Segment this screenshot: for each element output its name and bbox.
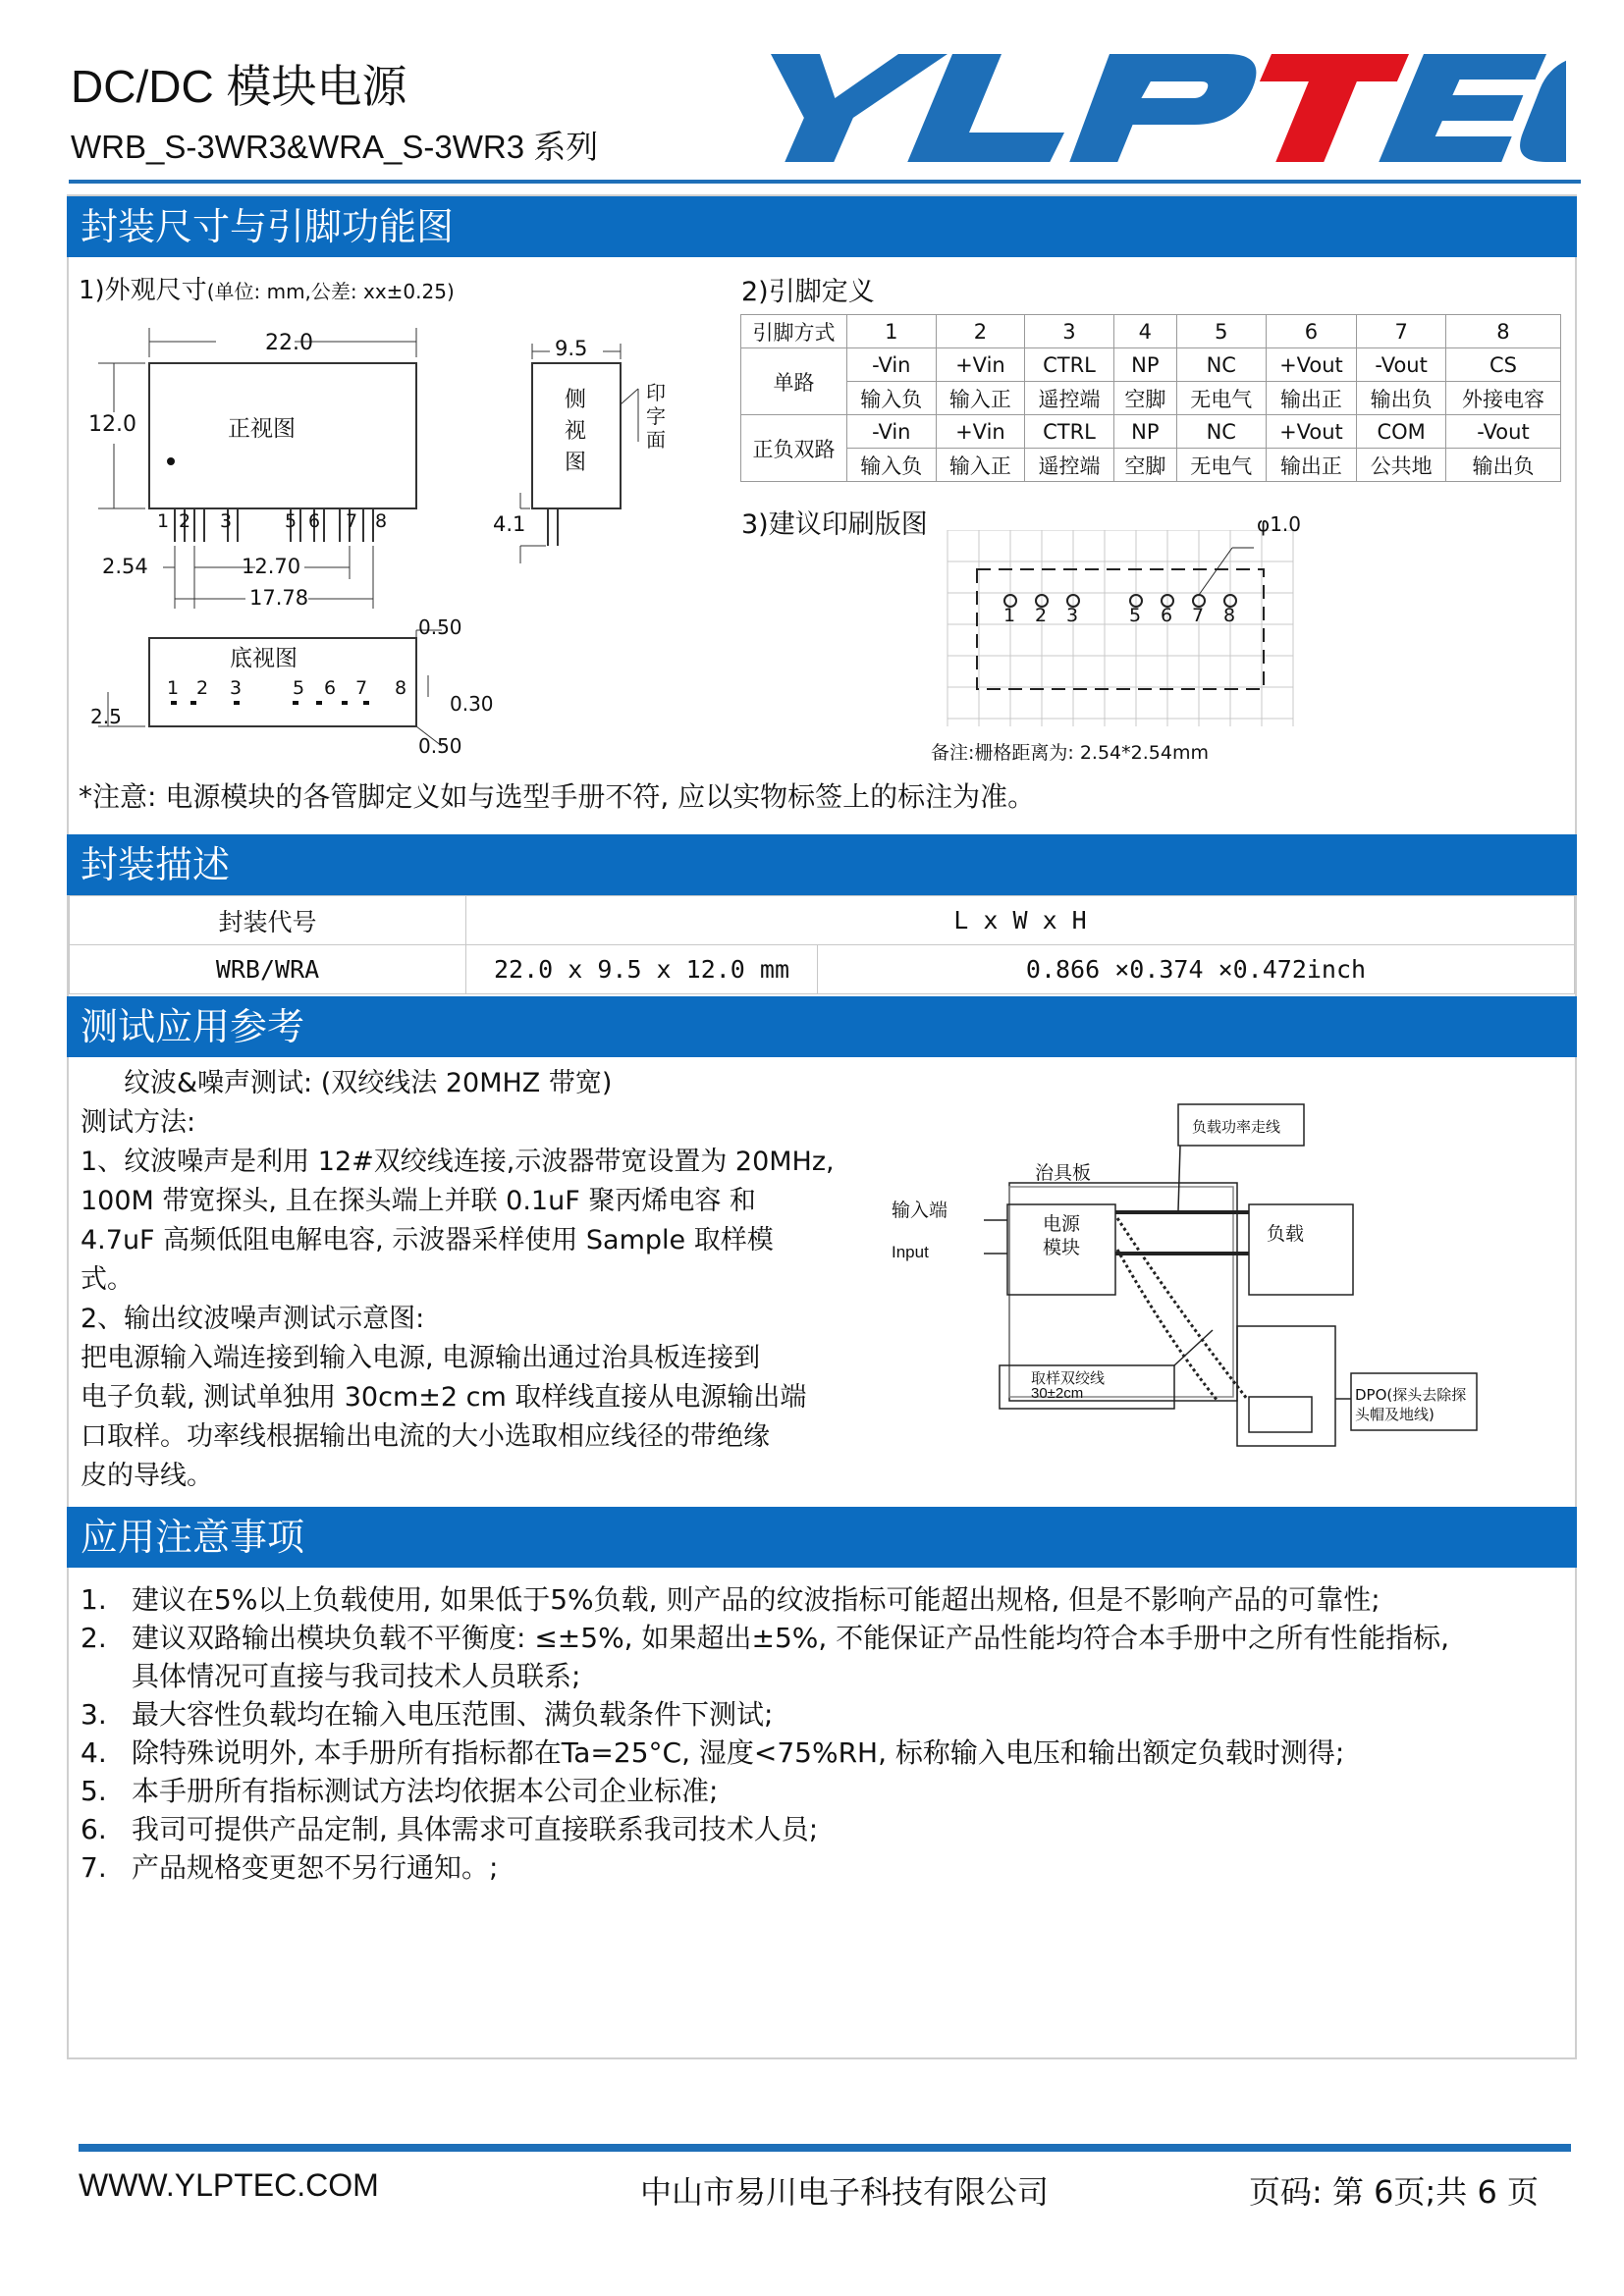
list-number: 6. <box>81 1813 107 1845</box>
table-cell: 单路 <box>741 348 847 415</box>
list-number: 4. <box>81 1736 107 1769</box>
pin-number: 3 <box>220 510 233 532</box>
footer-divider <box>79 2144 1571 2152</box>
list-text: 除特殊说明外, 本手册所有指标都在Ta=25°C, 湿度<75%RH, 标称输入电压和输出额定负载时测得; <box>132 1736 1345 1769</box>
dim-pin-width: 0.50 <box>418 615 462 639</box>
table-cell: 4 <box>1113 315 1176 348</box>
table-cell: 遥控端 <box>1025 449 1114 482</box>
bottom-pin-number: 5 <box>293 677 305 699</box>
list-text: 产品规格变更恕不另行通知。; <box>132 1851 499 1884</box>
pcb-pin-number: 6 <box>1161 605 1173 626</box>
table-cell: +Vin <box>936 348 1025 382</box>
pin-notice: *注意: 电源模块的各管脚定义如与选型手册不符, 应以实物标签上的标注为准。 <box>79 780 1036 813</box>
list-text: 本手册所有指标测试方法均依据本公司企业标准; <box>132 1775 719 1807</box>
pcb-hole-diameter: φ1.0 <box>1257 512 1301 536</box>
dimension-unit-note: (单位: mm,公差: xx±0.25) <box>206 280 455 303</box>
table-cell: 输出正 <box>1266 382 1357 415</box>
table-cell: CTRL <box>1025 348 1114 382</box>
subheading-dimensions <box>79 270 455 306</box>
module-label-line2: 模块 <box>1043 1237 1081 1258</box>
table-row <box>741 382 1561 415</box>
test-line: 皮的导线。 <box>81 1461 213 1491</box>
table-cell: 5 <box>1176 315 1266 348</box>
pcb-pin-number: 8 <box>1223 605 1236 626</box>
table-cell: 2 <box>936 315 1025 348</box>
pin-number: 8 <box>375 510 388 532</box>
list-number: 2. <box>81 1622 107 1654</box>
table-cell: 7 <box>1357 315 1446 348</box>
side-view-label <box>565 385 588 479</box>
table-cell: 输入正 <box>936 382 1025 415</box>
pin-number: 1 <box>157 510 170 532</box>
print-face-char: 字 <box>646 404 666 428</box>
dim-total-span: 17.78 <box>249 586 309 610</box>
power-line-label: 负载功率走线 <box>1192 1118 1281 1136</box>
table-cell: -Vout <box>1445 415 1560 449</box>
table-cell: 22.0 x 9.5 x 12.0 mm <box>466 945 818 994</box>
table-cell: 输入正 <box>936 449 1025 482</box>
list-number: 5. <box>81 1775 107 1807</box>
module-label-line1: 电源 <box>1043 1213 1081 1235</box>
pcb-pin-number: 5 <box>1129 605 1142 626</box>
subheading-pin-definition: 2)引脚定义 <box>741 277 875 307</box>
subheading-pcb-layout: 3)建议印刷版图 <box>741 509 928 540</box>
bottom-pin-number: 7 <box>355 677 368 699</box>
table-cell: 遥控端 <box>1025 382 1114 415</box>
pcb-pin-number: 1 <box>1003 605 1016 626</box>
table-row <box>741 348 1561 382</box>
test-line: 口取样。功率线根据输出电流的大小选取相应线径的带绝缘 <box>81 1421 770 1452</box>
bottom-pin-number: 6 <box>324 677 337 699</box>
dim-pin-span: 12.70 <box>242 555 301 578</box>
dim-pin-width-bottom: 0.50 <box>418 734 462 758</box>
side-view-char: 视 <box>565 419 587 444</box>
pcb-pin-number: 2 <box>1035 605 1048 626</box>
section-title-package-description: 封装描述 <box>67 834 1577 895</box>
table-cell: 空脚 <box>1113 449 1176 482</box>
footer-company: 中山市易川电子科技有限公司 <box>640 2173 1050 2211</box>
dpo-label-line1: DPO(探头去除探 <box>1355 1386 1467 1404</box>
table-cell: 输出负 <box>1445 449 1560 482</box>
table-cell: +Vin <box>936 415 1025 449</box>
table-cell: 输入负 <box>847 382 937 415</box>
test-line: 1、纹波噪声是利用 12#双绞线连接,示波器带宽设置为 20MHz, <box>81 1147 835 1177</box>
package-table <box>69 895 1575 994</box>
table-cell: CS <box>1445 348 1560 382</box>
table-cell: 正负双路 <box>741 415 847 482</box>
dim-width: 9.5 <box>555 337 588 360</box>
table-row <box>741 415 1561 449</box>
pcb-layout-grid <box>938 530 1311 736</box>
table-cell: 空脚 <box>1113 382 1176 415</box>
table-cell: 输入负 <box>847 449 937 482</box>
list-item <box>81 1580 1449 1619</box>
print-face-label <box>646 381 670 452</box>
list-number: 1. <box>81 1583 107 1616</box>
table-cell: +Vout <box>1266 348 1357 382</box>
test-line: 电子负载, 测试单独用 30cm±2 cm 取样线直接从电源输出端 <box>81 1382 807 1413</box>
table-cell: 引脚方式 <box>741 315 847 348</box>
table-row <box>741 449 1561 482</box>
list-item <box>81 1657 1449 1695</box>
header-divider <box>69 180 1581 184</box>
document-title: DC/DC 模块电源 <box>71 61 407 112</box>
table-cell: 输出正 <box>1266 449 1357 482</box>
front-view-label: 正视图 <box>228 416 296 442</box>
test-line: 把电源输入端连接到输入电源, 电源输出通过治具板连接到 <box>81 1343 761 1373</box>
twisted-pair-length: 30±2cm <box>1031 1385 1084 1402</box>
table-cell: 1 <box>847 315 937 348</box>
list-item <box>81 1695 1449 1734</box>
bottom-pin-number: 1 <box>167 677 180 699</box>
bottom-view-label: 底视图 <box>230 646 298 671</box>
table-cell: 无电气 <box>1176 449 1266 482</box>
dim-pin-thickness: 0.30 <box>450 692 494 716</box>
table-cell: COM <box>1357 415 1446 449</box>
list-text: 我司可提供产品定制, 具体需求可直接联系我司技术人员; <box>132 1813 819 1845</box>
table-cell: NC <box>1176 348 1266 382</box>
pin-number: 2 <box>179 510 191 532</box>
side-view-char: 图 <box>565 451 587 475</box>
input-label-cn: 输入端 <box>892 1200 948 1221</box>
table-cell: NP <box>1113 348 1176 382</box>
pcb-pin-number: 3 <box>1066 605 1079 626</box>
table-row <box>70 896 1575 945</box>
input-label-en: Input <box>892 1243 929 1261</box>
subheading-dimensions-label: 1)外观尺寸 <box>79 276 207 305</box>
table-cell: +Vout <box>1266 415 1357 449</box>
table-row <box>70 945 1575 994</box>
load-label: 负载 <box>1267 1223 1305 1245</box>
section-title-test-reference: 测试应用参考 <box>67 996 1577 1057</box>
list-text: 具体情况可直接与我司技术人员联系; <box>132 1660 581 1692</box>
table-cell: -Vin <box>847 348 937 382</box>
table-cell: 无电气 <box>1176 382 1266 415</box>
ylptec-logo <box>702 54 1566 167</box>
section-title-application-notes: 应用注意事项 <box>67 1507 1577 1568</box>
list-item <box>81 1848 1449 1887</box>
table-cell: -Vin <box>847 415 937 449</box>
dpo-label-line2: 头帽及地线) <box>1355 1406 1435 1423</box>
test-line: 测试方法: <box>81 1107 196 1138</box>
list-item <box>81 1810 1449 1848</box>
pin-number: 7 <box>346 510 358 532</box>
table-row <box>741 315 1561 348</box>
list-text: 建议双路输出模块负载不平衡度: ≤±5%, 如果超出±5%, 不能保证产品性能均符合本手册中之所有性能指标, <box>132 1622 1450 1654</box>
section-title-package: 封装尺寸与引脚功能图 <box>67 196 1577 257</box>
dim-pin-pitch: 2.54 <box>102 555 148 578</box>
dim-pin-length: 4.1 <box>493 512 526 536</box>
table-cell: 3 <box>1025 315 1114 348</box>
pcb-pin-number: 7 <box>1192 605 1205 626</box>
test-line: 4.7uF 高频低阻电解电容, 示波器采样使用 Sample 取样模 <box>81 1225 774 1255</box>
list-text: 建议在5%以上负载使用, 如果低于5%负载, 则产品的纹波指标可能超出规格, 但是不影响产品的可靠性; <box>132 1583 1380 1616</box>
table-cell: CTRL <box>1025 415 1114 449</box>
bottom-pin-number: 3 <box>230 677 243 699</box>
table-cell: 公共地 <box>1357 449 1446 482</box>
table-cell: -Vout <box>1357 348 1446 382</box>
footer-website[interactable]: WWW.YLPTEC.COM <box>79 2167 379 2203</box>
pin-number: 6 <box>308 510 321 532</box>
table-cell: 8 <box>1445 315 1560 348</box>
dim-length: 22.0 <box>265 331 313 355</box>
twisted-pair-label: 取样双绞线 <box>1031 1369 1106 1387</box>
outline-drawing <box>69 314 717 766</box>
list-item <box>81 1772 1449 1810</box>
side-view-char: 侧 <box>565 388 587 412</box>
list-number: 3. <box>81 1698 107 1731</box>
table-cell: 0.866 ×0.374 ×0.472inch <box>818 945 1575 994</box>
table-cell: WRB/WRA <box>70 945 466 994</box>
table-cell: 输出负 <box>1357 382 1446 415</box>
print-face-char: 印 <box>646 381 666 404</box>
series-subtitle: WRB_S-3WR3&WRA_S-3WR3 系列 <box>71 129 599 165</box>
test-line: 纹波&噪声测试: (双绞线法 20MHZ 带宽) <box>124 1068 613 1098</box>
table-cell: NP <box>1113 415 1176 449</box>
bottom-pin-number: 8 <box>395 677 407 699</box>
footer-page-number: 页码: 第 6页;共 6 页 <box>1249 2173 1539 2211</box>
list-item <box>81 1619 1449 1657</box>
fixture-label: 治具板 <box>1035 1162 1092 1184</box>
print-face-char: 面 <box>646 428 666 452</box>
bottom-pin-number: 2 <box>196 677 209 699</box>
table-cell: 封装代号 <box>70 896 466 945</box>
test-line: 2、输出纹波噪声测试示意图: <box>81 1304 425 1334</box>
pcb-grid-note: 备注:栅格距离为: 2.54*2.54mm <box>931 742 1209 764</box>
pin-definition-table <box>740 314 1561 482</box>
table-cell: L x W x H <box>466 896 1575 945</box>
list-text: 最大容性负载均在输入电压范围、满负载条件下测试; <box>132 1698 774 1731</box>
dim-pin-height: 2.5 <box>90 705 122 728</box>
list-number: 7. <box>81 1851 107 1884</box>
table-cell: NC <box>1176 415 1266 449</box>
test-line: 式。 <box>81 1264 134 1295</box>
pin-number: 5 <box>285 510 298 532</box>
test-line: 100M 带宽探头, 且在探头端上并联 0.1uF 聚丙烯电容 和 <box>81 1186 756 1216</box>
list-item <box>81 1734 1449 1772</box>
table-cell: 6 <box>1266 315 1357 348</box>
table-cell: 外接电容 <box>1445 382 1560 415</box>
dim-height: 12.0 <box>88 412 136 437</box>
application-notes-list <box>81 1580 1449 1887</box>
